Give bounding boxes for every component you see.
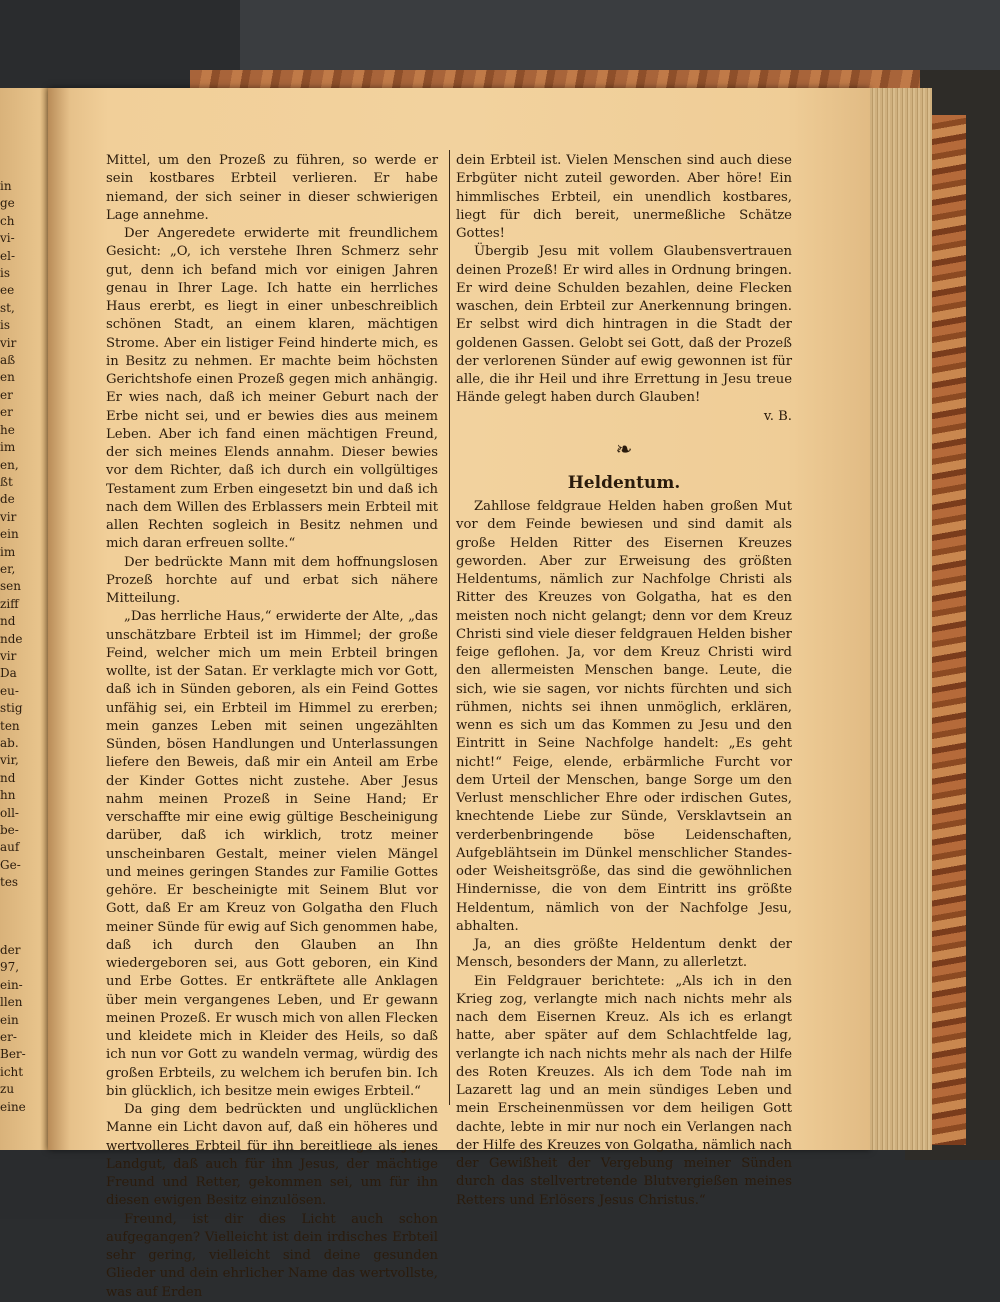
article-signature: v. B. [763,408,792,424]
column-divider [449,150,450,1105]
margin-fragment: ßt [0,474,13,489]
margin-fragment: aß [0,353,16,368]
margin-fragment: Ge- [0,857,21,872]
margin-fragment: er- [0,1030,17,1045]
margin-fragment: ein- [0,977,23,992]
margin-fragment: en [0,370,15,385]
paragraph: Übergib Jesu mit vollem Glaubensvertrauen deinen Prozeß! Er wird alles in Ordnung bringen. Er wird deine Schulden bezahlen, deine Flecken waschen, dein Erbteil zur Anerkennung bringen. Er selbst wird dich hintragen in die Stadt der goldenen Gassen. Gelobt sei Gott, daß der Prozeß der verlorenen Sünder auf ewig gewonnen ist für alle, die ihr Heil und ihre Errettung in Jesu treue Hände gelegt haben durch Glauben! [456,244,792,406]
margin-fragment: nd [0,770,16,785]
margin-fragment: ten [0,718,20,733]
margin-fragment: be- [0,823,19,838]
paragraph: Ja, an dies größte Heldentum denkt der Mensch, besonders der Mann, zu allerletzt. [456,937,792,971]
margin-fragment: llen [0,995,23,1010]
margin-fragment: ab. [0,736,19,750]
margin-fragment: ge [0,196,15,211]
margin-fragment: ein [0,1012,19,1027]
marbled-edge [930,115,966,1145]
margin-fragment: vir, [0,753,19,768]
paragraph: Zahllose feldgraue Helden haben großen Mut vor dem Feinde bewiesen und sind damit als große Helden Ritter des Eisernen Kreuzes geworden. Aber zur Erweisung des größten Heldentums, nämlich zur Nachfolge Christi als Ritter des Kreuzes von Golgatha, hat es den meisten noch nicht gelangt; denn vor dem Kreuz Christi sind viele dieser feldgrauen Helden bisher feige geflohen. Ja, vor dem Kreuz Christi wird den allermeisten Menschen bange. Leute, die sich, wie sie sagen, vor nichts fürchten und sich rühmen, nichts sei ihnen unmöglich, erklären, wenn es sich um das Kommen zu Jesu und den Eintritt in Seine Nachfolge handelt: „Es geht nicht!“ Feige, elende, erbärmliche Furcht vor dem Urteil der Menschen, bange Sorge um den Verlust menschlicher Ehre oder irdischen Gutes, knechtende Liebe zur Sünde, Versklavtsein an verderbenbringende böse Leidenschaften, Aufgeblähtsein im Dünkel menschlicher Standes- oder Weisheitsgröße, das sind die gewöhnlichen Hindernisse, die von dem Eintritt ins größte Heldentum, nämlich von der Nachfolge Jesu, abhalten. [456,499,792,934]
margin-fragment: eine [0,1099,26,1114]
column-1 [106,152,438,1302]
article-heading: Heldentum. [567,472,681,493]
margin-fragment: er [0,387,13,402]
margin-fragment: in [0,179,12,193]
margin-fragment: icht [0,1064,24,1079]
left-page-margin-text-bottom [0,942,32,1116]
margin-fragment: vir [0,509,17,524]
margin-fragment: vi- [0,231,15,246]
margin-fragment: is [0,266,10,281]
paragraph: „Das herrliche Haus,“ erwiderte der Alte, „das unschätzbare Erbteil ist im Himmel; der große Feind, welcher mich um mein Erbteil bringen wollte, ist der Satan. Er verklagte mich vor Gott, daß ich in Sünden geboren, als ein Feind Gottes unfähig sei, ein Erbteil im Himmel zu ererben; mein ganzes Leben mit seinen ungezählten Sünden, bösen Handlungen und Unterlassungen liefere den Beweis, daß mir ein Anteil am Erbe der Kinder Gottes nicht zustehe. Aber Jesus nahm meinen Prozeß in Seine Hand; Er verschaffte mir eine ewig gültige Bescheinigung darüber, daß ich wirklich, trotz meiner unscheinbaren Gestalt, meiner vielen Mängel und meines geringen Standes zur Familie Gottes gehöre. Er bescheinigte mit Seinem Blut vor Gott, daß Er am Kreuz von Golgatha den Fluch meiner Sünde für ewig auf Sich genommen habe, daß ich durch den Glauben an Ihn wiedergeboren sei, aus Gott geboren, ein Kind und Erbe Gottes. Er entkräftete alle Anklagen über mein vergangenes Leben, und Er gewann meinen Prozeß. Er wusch mich von allen Flecken und kleidete mich in Kleider des Heils, so daß ich nun vor Gott zu wandeln vermag, würdig des großen Erbteils, zu welchem ich berufen bin. Ich bin glücklich, ich besitze mein ewiges Erbteil.“ [106,609,438,1099]
margin-fragment: el- [0,248,15,263]
margin-fragment: 97, [0,960,20,975]
page-stack-edge [870,88,932,1150]
margin-fragment: vir [0,648,17,663]
paragraph: Da ging dem bedrückten und unglücklichen Manne ein Licht davon auf, daß ein höheres und wertvolleres Erbteil für ihn bereitliege als jenes Landgut, daß auch für ihn Jesus, der mächtige Freund und Retter, gekommen sei, um für ihn diesen ewigen Besitz einzulösen. [106,1102,438,1209]
margin-fragment: stig [0,701,23,716]
margin-fragment: he [0,422,15,437]
margin-fragment: ch [0,213,15,228]
margin-fragment: er, [0,561,16,576]
paragraph: Der bedrückte Mann mit dem hoffnungslosen Prozeß horchte auf und erbat sich nähere Mitteilung. [106,554,438,606]
margin-fragment: ein [0,527,19,542]
margin-fragment: st, [0,300,15,315]
paragraph: Ein Feldgrauer berichtete: „Als ich in den Krieg zog, verlangte mich nach nichts mehr als nach dem Eisernen Kreuz. Als ich es erlangt hatte, aber später auf dem Schlachtfelde lag, verlangte ich nach nichts mehr als nach der Hilfe des Roten Kreuzes. Als ich dem Tode nah im Lazarett lag und an mein sündiges Leben und mein Erscheinenmüssen vor dem heiligen Gott dachte, lebte in mir nur noch ein Verlangen nach der Hilfe des Kreuzes von Golgatha, nämlich nach der Gewißheit der Vergebung meiner Sünden durch das stellvertretende Blutvergießen meines Retters und Erlösers Jesus Christus.“ [456,973,792,1208]
margin-fragment: oll- [0,805,19,820]
paragraph: Der Angeredete erwiderte mit freundlichem Gesicht: „O, ich verstehe Ihren Schmerz sehr gut, denn ich befand mich vor einigen Jahren genau in Ihrer Lage. Ich hatte ein herrliches Haus ererbt, es liegt in einer unbeschreiblich schönen Stadt, an einem klaren, mächtigen Strome. Aber ein listiger Feind hinderte mich, es in Besitz zu nehmen. Er machte beim höchsten Gerichtshofe einen Prozeß gegen mich anhängig. Er wies nach, daß ich meiner Geburt nach der Erbe nicht sei, und er bewies dies aus meinem Leben. Aber ich fand einen mächtigen Freund, der sich meines Elends annahm. Dieser bewies vor dem Richter, daß ich durch ein vollgültiges Testament zum Erben eingesetzt bin und daß ich nach dem Willen des Erblassers mein Erbteil mit allen Rechten sogleich in Besitz nehmen und mich daran erfreuen sollte.“ [106,226,438,552]
paragraph: dein Erbteil ist. Vielen Menschen sind auch diese Erbgüter nicht zuteil geworden. Aber höre! Ein himmlisches Erbteil, ein unendlich kostbares, liegt für dich bereit, unermeßliche Schätze Gottes! [456,153,792,241]
margin-fragment: der [0,943,21,957]
left-page-margin-text [0,178,32,892]
margin-fragment: ee [0,283,15,298]
margin-fragment: nd [0,614,16,629]
margin-fragment: eu- [0,683,19,698]
paragraph: Mittel, um den Prozeß zu führen, so werde er sein kostbares Erbteil verlieren. Er habe niemand, der sich seiner in dieser schwierigen Lage annehme. [106,153,438,223]
margin-fragment: de [0,492,15,507]
margin-fragment: zu [0,1082,15,1097]
margin-fragment: en, [0,457,19,472]
margin-fragment: Da [0,666,17,681]
margin-fragment: auf [0,840,20,855]
margin-fragment: tes [0,875,19,890]
margin-fragment: sen [0,579,21,594]
margin-fragment: vir [0,335,17,350]
margin-fragment: im [0,544,16,559]
margin-fragment: is [0,318,10,333]
margin-fragment: hn [0,788,16,803]
margin-fragment: Ber- [0,1047,26,1062]
paragraph: Freund, ist dir dies Licht auch schon aufgegangen? Vielleicht ist dein irdisches Erbteil sehr gering, vielleicht sind deine gesunden Glieder und dein ehrlicher Name das wertvollste, was auf Erden [106,1211,438,1300]
column-2 [456,152,792,1210]
margin-fragment: nde [0,631,23,646]
margin-fragment: ziff [0,596,19,611]
ornament: ❧ [615,436,633,461]
margin-fragment: er [0,405,13,420]
margin-fragment: im [0,440,16,455]
